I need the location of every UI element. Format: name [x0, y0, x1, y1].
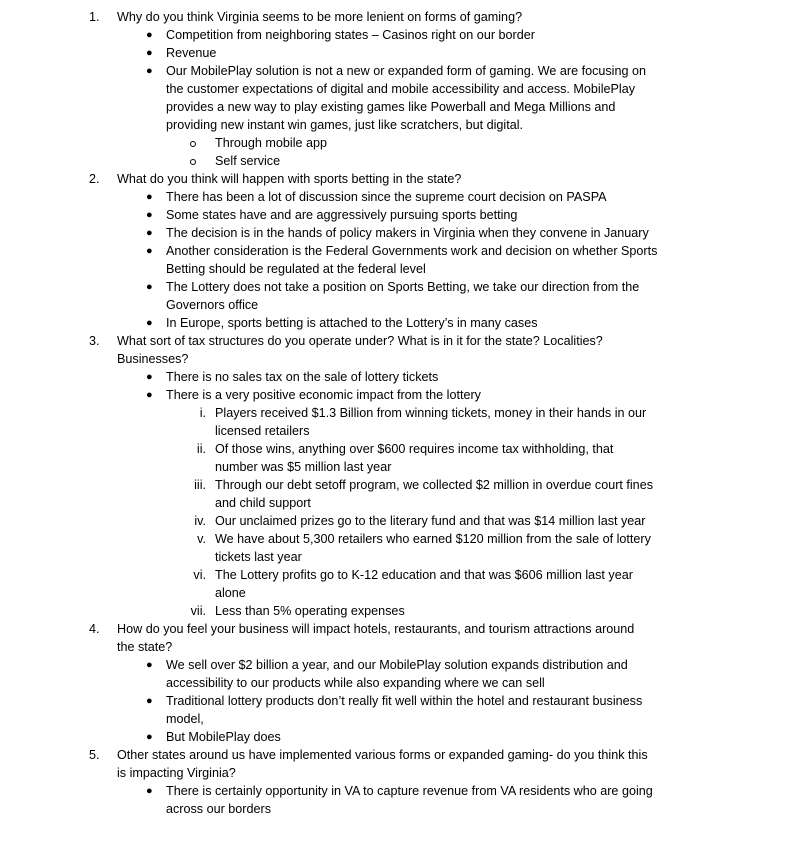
- text-line: [0, 440, 800, 458]
- text-line: [0, 350, 800, 368]
- line-text: model,: [166, 712, 204, 726]
- text-line: [0, 764, 800, 782]
- line-text: providing new instant win games, just like scratchers, but digital.: [166, 118, 523, 132]
- text-line: [0, 386, 800, 404]
- line-text: Why do you think Virginia seems to be more lenient on forms of gaming?: [117, 10, 523, 24]
- line-text: But MobilePlay does: [166, 730, 281, 744]
- text-line: [0, 800, 800, 818]
- circle-bullet-icon: [190, 159, 196, 165]
- text-line: [0, 296, 800, 314]
- roman-numeral: vii.: [190, 604, 206, 618]
- text-line: [0, 458, 800, 476]
- circle-bullet-icon: [190, 141, 196, 147]
- bullet-icon: ●: [146, 317, 153, 329]
- line-text: Revenue: [166, 46, 217, 60]
- text-line: [0, 692, 800, 710]
- text-line: [0, 782, 800, 800]
- text-line: [0, 134, 800, 152]
- text-line: [0, 26, 800, 44]
- roman-numeral: iv.: [194, 514, 206, 528]
- line-text: provides a new way to play existing games like Powerball and Mega Millions and: [166, 100, 616, 114]
- text-line: [0, 332, 800, 350]
- list-number: 3.: [89, 334, 100, 348]
- roman-numeral: i.: [199, 406, 206, 420]
- line-text: Players received $1.3 Billion from winning tickets, money in their hands in our: [215, 406, 647, 420]
- text-line: [0, 710, 800, 728]
- line-text: tickets last year: [215, 550, 302, 564]
- line-text: The decision is in the hands of policy makers in Virginia when they convene in January: [166, 226, 649, 240]
- line-text: We have about 5,300 retailers who earned $120 million from the sale of lottery: [215, 532, 651, 546]
- bullet-icon: ●: [146, 731, 153, 743]
- document-body: [0, 8, 800, 818]
- line-text: Betting should be regulated at the federal level: [166, 262, 426, 276]
- text-line: [0, 206, 800, 224]
- line-text: There is no sales tax on the sale of lottery tickets: [166, 370, 439, 384]
- roman-numeral: vi.: [193, 568, 206, 582]
- line-text: What sort of tax structures do you operate under? What is in it for the state? Localities?: [117, 334, 603, 348]
- bullet-icon: ●: [146, 65, 153, 77]
- list-number: 1.: [89, 10, 100, 24]
- list-number: 2.: [89, 172, 100, 186]
- line-text: What do you think will happen with sports betting in the state?: [117, 172, 462, 186]
- list-number: 4.: [89, 622, 100, 636]
- text-line: [0, 728, 800, 746]
- text-line: [0, 8, 800, 26]
- line-text: Another consideration is the Federal Governments work and decision on whether Sports: [166, 244, 658, 258]
- line-text: Our unclaimed prizes go to the literary fund and that was $14 million last year: [215, 514, 646, 528]
- text-line: [0, 314, 800, 332]
- bullet-icon: ●: [146, 389, 153, 401]
- text-line: [0, 638, 800, 656]
- text-line: [0, 368, 800, 386]
- roman-numeral: ii.: [196, 442, 206, 456]
- line-text: Through our debt setoff program, we collected $2 million in overdue court fines: [215, 478, 653, 492]
- line-text: the customer expectations of digital and mobile accessibility and access. MobilePlay: [166, 82, 636, 96]
- line-text: Businesses?: [117, 352, 189, 366]
- bullet-icon: ●: [146, 209, 153, 221]
- text-line: [0, 512, 800, 530]
- line-text: licensed retailers: [215, 424, 310, 438]
- text-line: [0, 584, 800, 602]
- line-text: number was $5 million last year: [215, 460, 392, 474]
- text-line: [0, 62, 800, 80]
- text-line: [0, 278, 800, 296]
- text-line: [0, 44, 800, 62]
- line-text: Other states around us have implemented various forms or expanded gaming- do you think this: [117, 748, 648, 762]
- line-text: Our MobilePlay solution is not a new or expanded form of gaming. We are focusing on: [166, 64, 646, 78]
- text-line: [0, 566, 800, 584]
- text-line: [0, 260, 800, 278]
- line-text: across our borders: [166, 802, 271, 816]
- text-line: [0, 656, 800, 674]
- bullet-icon: ●: [146, 659, 153, 671]
- text-line: [0, 170, 800, 188]
- line-text: and child support: [215, 496, 311, 510]
- bullet-icon: ●: [146, 785, 153, 797]
- line-text: Through mobile app: [215, 136, 328, 150]
- line-text: Traditional lottery products don’t really fit well within the hotel and restaurant business: [166, 694, 643, 708]
- text-line: [0, 404, 800, 422]
- line-text: Some states have and are aggressively pursuing sports betting: [166, 208, 518, 222]
- text-line: [0, 80, 800, 98]
- bullet-icon: ●: [146, 695, 153, 707]
- line-text: accessibility to our products while also expanding where we can sell: [166, 676, 545, 690]
- line-text: the state?: [117, 640, 173, 654]
- text-line: [0, 188, 800, 206]
- line-text: How do you feel your business will impact hotels, restaurants, and tourism attractions around: [117, 622, 635, 636]
- bullet-icon: ●: [146, 191, 153, 203]
- bullet-icon: ●: [146, 47, 153, 59]
- text-line: [0, 224, 800, 242]
- bullet-icon: ●: [146, 371, 153, 383]
- line-text: The Lottery does not take a position on Sports Betting, we take our direction from the: [166, 280, 640, 294]
- bullet-icon: ●: [146, 281, 153, 293]
- list-number: 5.: [89, 748, 100, 762]
- line-text: There is certainly opportunity in VA to capture revenue from VA residents who are going: [166, 784, 653, 798]
- bullet-icon: ●: [146, 245, 153, 257]
- line-text: Competition from neighboring states – Casinos right on our border: [166, 28, 535, 42]
- text-line: [0, 98, 800, 116]
- text-line: [0, 620, 800, 638]
- line-text: Less than 5% operating expenses: [215, 604, 405, 618]
- roman-numeral: iii.: [194, 478, 206, 492]
- text-line: [0, 422, 800, 440]
- line-text: The Lottery profits go to K-12 education and that was $606 million last year: [215, 568, 633, 582]
- line-text: We sell over $2 billion a year, and our MobilePlay solution expands distribution and: [166, 658, 628, 672]
- text-line: [0, 674, 800, 692]
- text-line: [0, 116, 800, 134]
- text-line: [0, 602, 800, 620]
- text-line: [0, 152, 800, 170]
- line-text: There has been a lot of discussion since the supreme court decision on PASPA: [166, 190, 607, 204]
- text-line: [0, 476, 800, 494]
- line-text: is impacting Virginia?: [117, 766, 236, 780]
- line-text: Of those wins, anything over $600 requires income tax withholding, that: [215, 442, 614, 456]
- text-line: [0, 530, 800, 548]
- text-line: [0, 494, 800, 512]
- line-text: In Europe, sports betting is attached to the Lottery’s in many cases: [166, 316, 538, 330]
- text-line: [0, 548, 800, 566]
- line-text: Governors office: [166, 298, 259, 312]
- line-text: There is a very positive economic impact from the lottery: [166, 388, 481, 402]
- bullet-icon: ●: [146, 227, 153, 239]
- line-text: Self service: [215, 154, 281, 168]
- line-text: alone: [215, 586, 246, 600]
- bullet-icon: ●: [146, 29, 153, 41]
- text-line: [0, 746, 800, 764]
- text-line: [0, 242, 800, 260]
- roman-numeral: v.: [197, 532, 206, 546]
